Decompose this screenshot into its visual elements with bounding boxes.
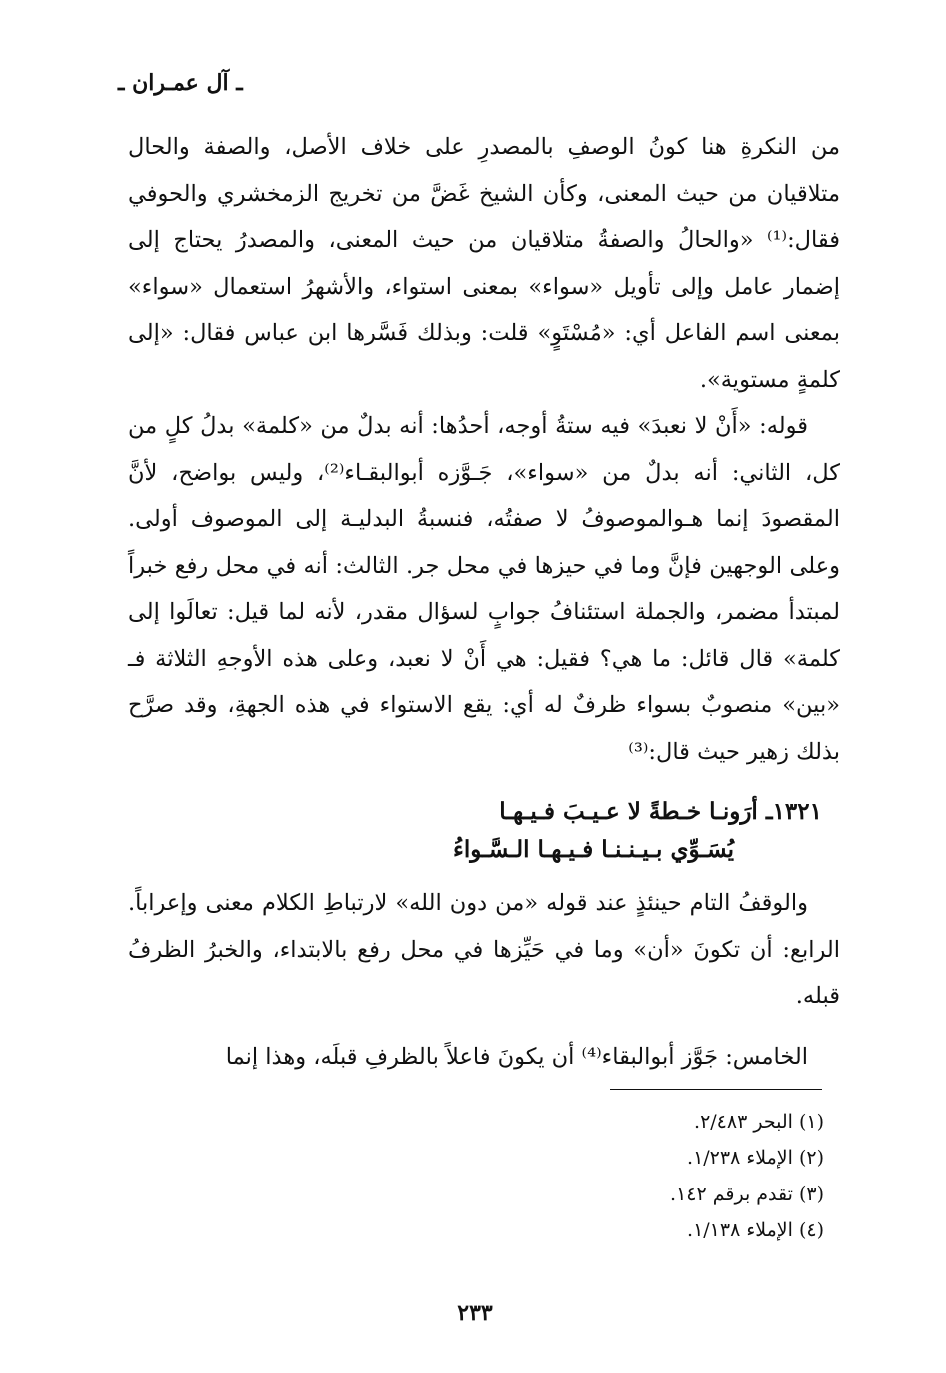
body-text-top [128,124,840,775]
footnote-2: (٢) الإملاء ١/٢٣٨. [687,1147,824,1169]
running-header: ـ آل عمـران ـ [118,70,243,96]
footnote-1: (١) البحر ٢/٤٨٣. [694,1111,824,1133]
verse-line-1: ١٣٢١ـ أرَونـا خـطةً لا عـيـبَ فـيـهـا [499,798,822,825]
footnote-4: (٤) الإملاء ١/١٣٨. [687,1219,824,1241]
body-text-bottom [128,880,840,1080]
paragraph-2: قوله: «أَنْ لا نعبدَ» فيه ستةُ أوجه، أحدُها: أنه بدلٌ من «كلمة» بدلُ كلٍ من كل، الثاني: أنه بدلٌ من «سواء»، جَـوَّزه أبوالبقـاء⁽²⁾، وليس بواضح، لأنَّ المقصودَ إنما هـوالموصوفُ لا صفتُه، فنسبةُ البدليـة إلى الموصوف أولى. وعلى الوجهين فإنَّ وما في حيزها في محل جر. الثالث: أنه في محل رفع خبراً لمبتدأ مضمر، والجملة استئنافُ جوابٍ لسؤال مقدر، لأنه لما قيل: تعالَوا إلى كلمة» قال قائل: ما هي؟ فقيل: هي أَنْ لا نعبد، وعلى هذه الأوجهِ الثلاثة فـ «بين» منصوبٌ بسواء ظرفٌ له أي: يقع الاستواء في هذه الجهةِ، وقد صرَّح بذلك زهير حيث قال:⁽³⁾ [128,413,841,765]
page-number: ٢٣٣ [457,1300,493,1326]
paragraph-1: من النكرةِ هنا كونُ الوصفِ بالمصدرِ على خلاف الأصل، والصفة والحال متلاقيان من حيث المعنى، وكأن الشيخ غَضَّ من تخريج الزمخشري والحوفي فقال:⁽¹⁾ «والحالُ والصفةُ متلاقيان من حيث المعنى، والمصدرُ يحتاج إلى إضمار عامل وإلى تأويل «سواء» بمعنى استواء، والأشهرُ استعمال «سواء» بمعنى اسم الفاعل أي: «مُسْتَوٍ» قلت: وبذلك فَسَّرها ابن عباس فقال: «إلى كلمةٍ مستوية». [128,134,840,393]
footnotes [600,1104,824,1248]
verse-line-2: يُسَـوِّي بـيـنـنـا فـيـهـا الـسَّـواءُ [453,836,734,863]
footnote-divider [610,1089,822,1090]
paragraph-gap [128,1020,840,1034]
paragraph-3: والوقفُ التام حينئذٍ عند قوله «من دون الله» لارتباطِ الكلام معنى وإعراباً. الرابع: أن تكونَ «أن» وما في حَيِّزها في محل رفع بالابتداء، والخبرُ الظرفُ قبله. [128,890,840,1009]
footnote-3: (٣) تقدم برقم ١٤٢. [670,1183,824,1205]
paragraph-4: الخامس: جَوَّز أبوالبقاء⁽⁴⁾ أن يكونَ فاعلاً بالظرفِ قبلَه، وهذا إنما [225,1043,808,1070]
